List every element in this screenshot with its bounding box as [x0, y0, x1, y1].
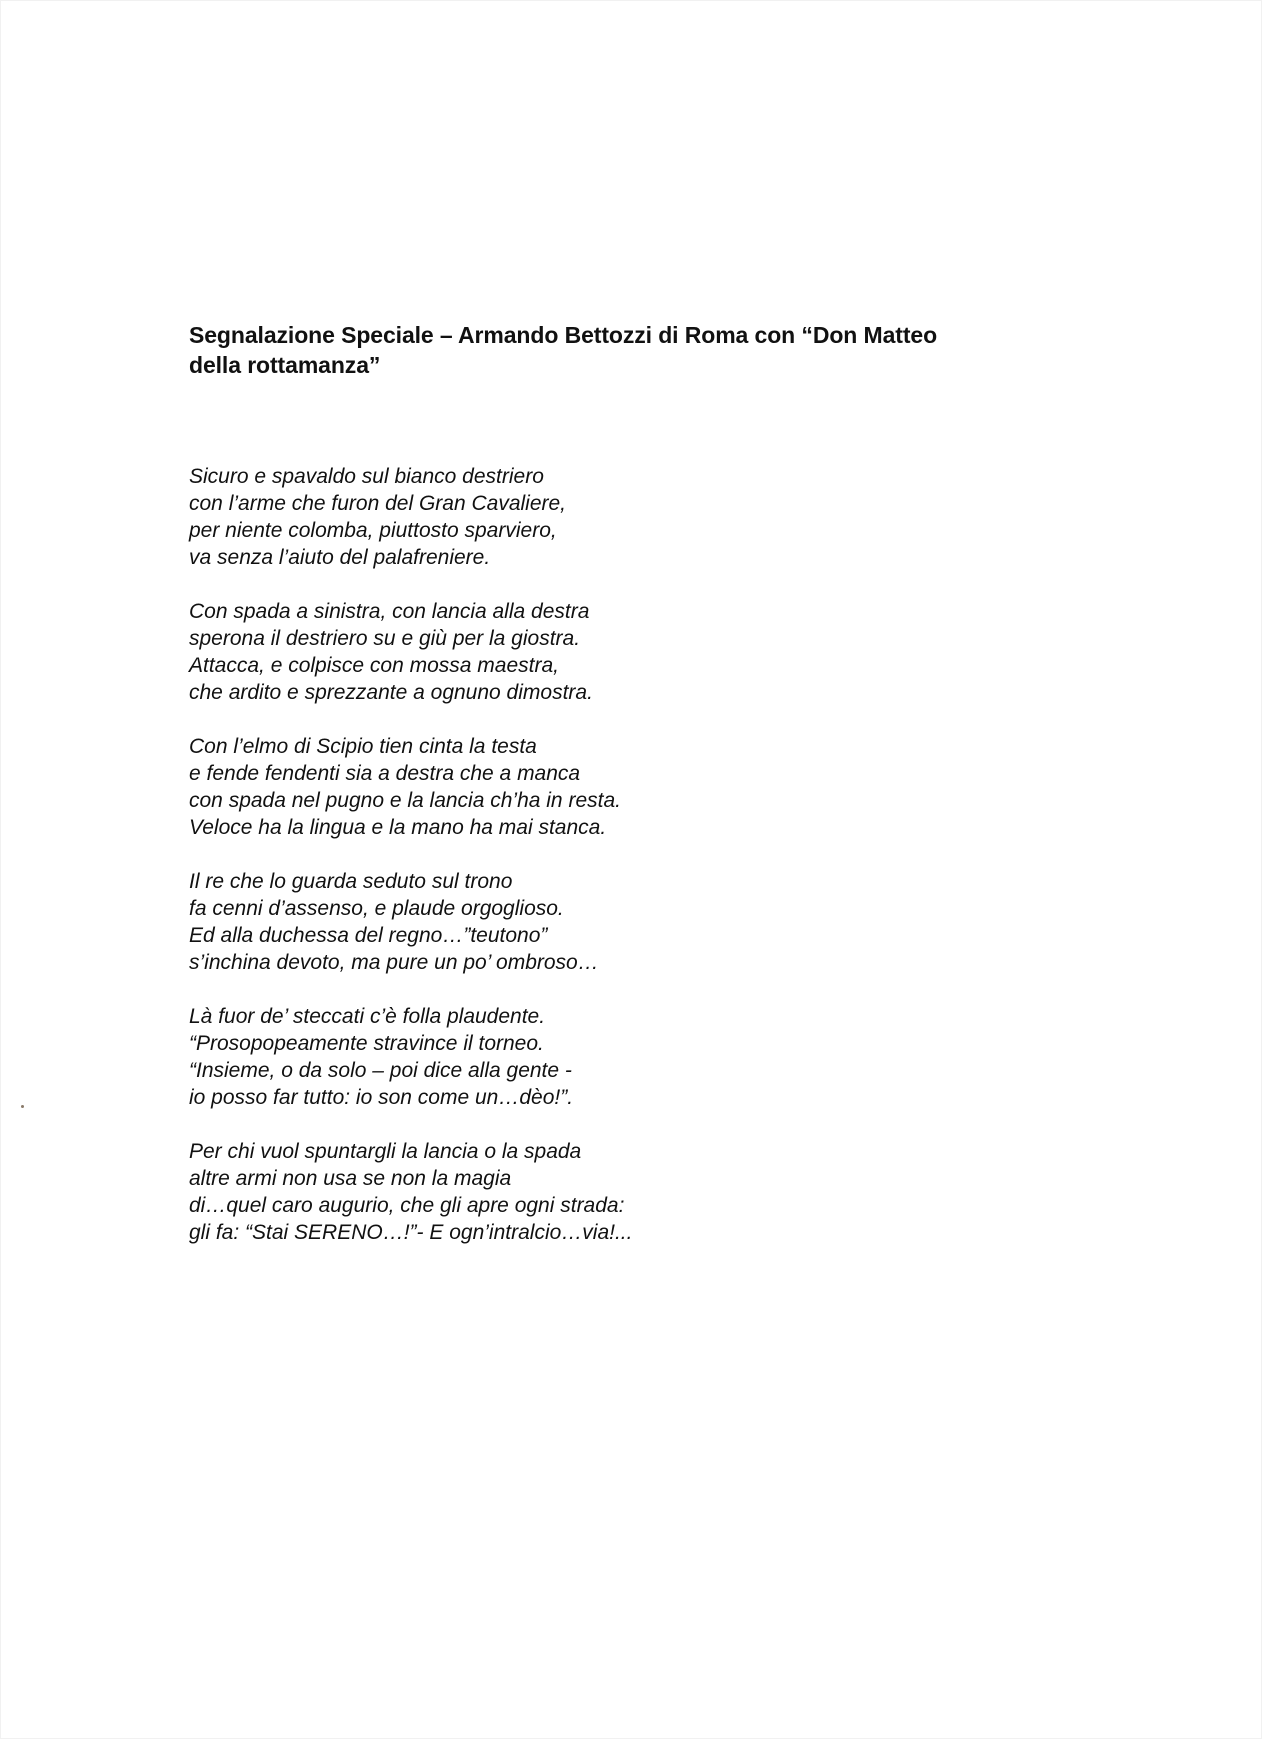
poem-line: Sicuro e spavaldo sul bianco destriero: [189, 465, 544, 488]
poem-line: e fende fendenti sia a destra che a manca: [189, 762, 581, 785]
poem-line: di…quel caro augurio, che gli apre ogni strada:: [189, 1194, 625, 1217]
poem-line: fa cenni d’assenso, e plaude orgoglioso.: [189, 897, 564, 920]
poem-line: sperona il destriero su e giù per la giostra.: [189, 627, 581, 650]
stanza-6: [189, 1138, 989, 1246]
poem-line: va senza l’aiuto del palafreniere.: [189, 546, 491, 569]
poem-line: con spada nel pugno e la lancia ch’ha in resta.: [189, 789, 621, 812]
poem-line: per niente colomba, piuttosto sparviero,: [189, 519, 557, 542]
poem-line: “Insieme, o da solo – poi dice alla gente -: [189, 1059, 572, 1082]
poem-line: Con l’elmo di Scipio tien cinta la testa: [189, 735, 537, 758]
title-line-2: della rottamanza”: [189, 352, 381, 378]
poem-line: Veloce ha la lingua e la mano ha mai stanca.: [189, 816, 607, 839]
poem-line: che ardito e sprezzante a ognuno dimostra.: [189, 681, 593, 704]
poem: [189, 463, 989, 1273]
scan-speck: [21, 1105, 24, 1108]
stanza-1: [189, 463, 989, 571]
poem-line: Il re che lo guarda seduto sul trono: [189, 870, 513, 893]
poem-line: gli fa: “Stai SERENO…!”- E ogn’intralcio…via!...: [189, 1221, 633, 1244]
poem-line: Là fuor de’ steccati c’è folla plaudente.: [189, 1005, 546, 1028]
poem-line: altre armi non usa se non la magia: [189, 1167, 512, 1190]
poem-line: Con spada a sinistra, con lancia alla destra: [189, 600, 590, 623]
title-line-1: Segnalazione Speciale – Armando Bettozzi di Roma con “Don Matteo: [189, 322, 938, 348]
poem-line: io posso far tutto: io son come un…dèo!”.: [189, 1086, 574, 1109]
poem-line: s’inchina devoto, ma pure un po’ ombroso…: [189, 951, 599, 974]
poem-line: “Prosopopeamente stravince il torneo.: [189, 1032, 544, 1055]
stanza-5: [189, 1003, 989, 1111]
poem-line: Attacca, e colpisce con mossa maestra,: [189, 654, 559, 677]
stanza-4: [189, 868, 989, 976]
poem-line: con l’arme che furon del Gran Cavaliere,: [189, 492, 567, 515]
poem-line: Per chi vuol spuntargli la lancia o la spada: [189, 1140, 582, 1163]
document-title: [189, 320, 1089, 380]
stanza-3: [189, 733, 989, 841]
stanza-2: [189, 598, 989, 706]
poem-line: Ed alla duchessa del regno…”teutono”: [189, 924, 548, 947]
